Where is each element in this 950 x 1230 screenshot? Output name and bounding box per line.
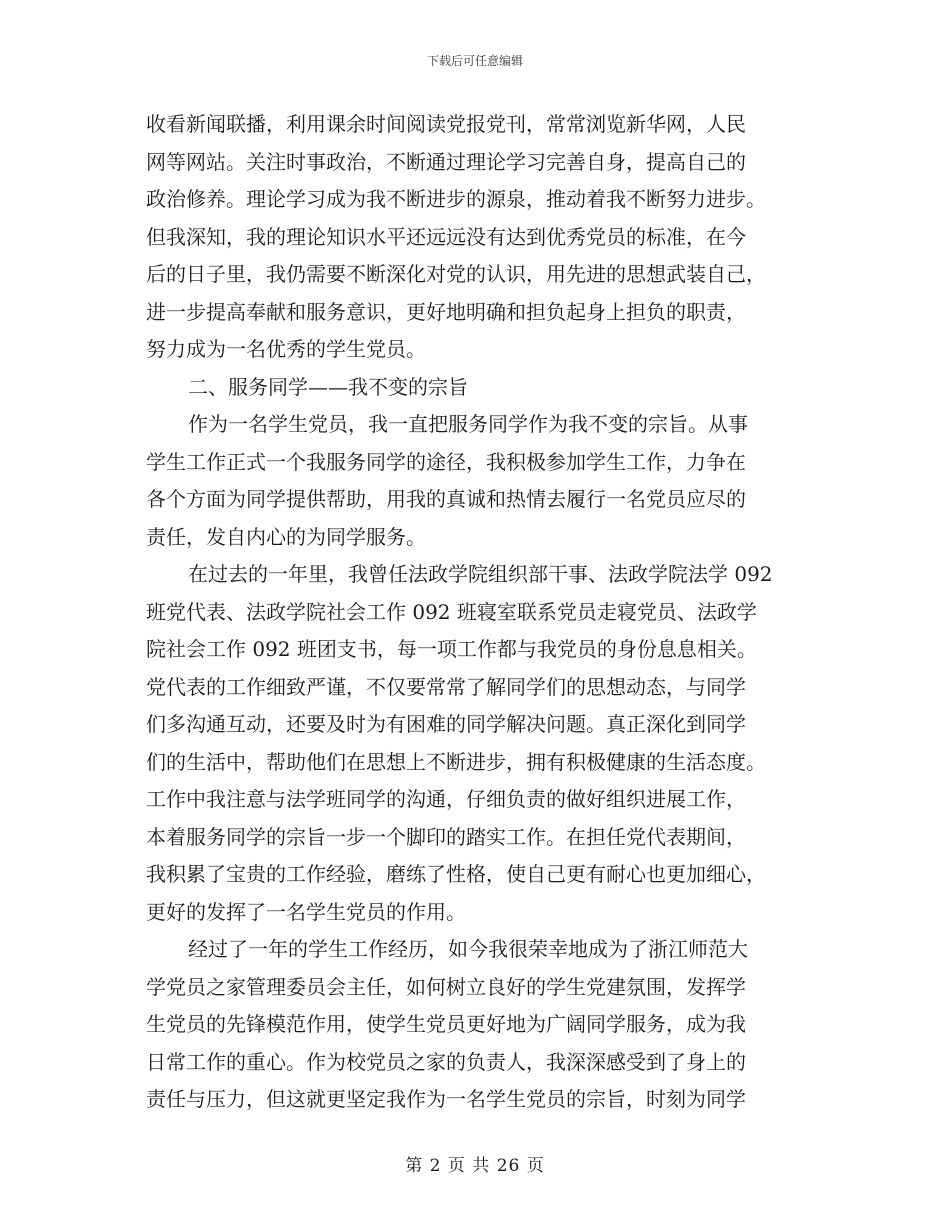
text-line: 后的日子里，我仍需要不断深化对党的认识，用先进的思想武装自己，	[146, 262, 766, 286]
text-line: 学党员之家管理委员会主任，如何树立良好的学生党建氛围，发挥学	[146, 974, 746, 999]
text-line: 在过去的一年里，我曾任法政学院组织部干事、法政学院法学 092	[188, 562, 773, 586]
text-line: 班党代表、法政学院社会工作 092 班寝室联系党员走寝党员、法政学	[146, 599, 757, 624]
text-line: 收看新闻联播，利用课余时间阅读党报党刊，常常浏览新华网，人民	[146, 112, 746, 136]
text-line: 日常工作的重心。作为校党员之家的负责人，我深深感受到了身上的	[146, 1049, 746, 1074]
text-line: 生党员的先锋模范作用，使学生党员更好地为广阔同学服务，成为我	[146, 1012, 746, 1036]
text-line: 各个方面为同学提供帮助，用我的真诚和热情去履行一名党员应尽的	[146, 487, 746, 511]
text-line: 党代表的工作细致严谨，不仅要常常了解同学们的思想动态，与同学	[146, 674, 746, 699]
text-line: 二、服务同学——我不变的宗旨	[188, 374, 468, 399]
text-line: 我积累了宝贵的工作经验，磨练了性格，使自己更有耐心也更加细心，	[146, 862, 766, 886]
page-header: 下载后可任意编辑	[426, 54, 523, 68]
text-line: 工作中我注意与法学班同学的沟通，仔细负责的做好组织进展工作，	[146, 787, 746, 811]
text-line: 们多沟通互动，还要及时为有困难的同学解决问题。真正深化到同学	[146, 712, 746, 736]
page-footer: 第 2 页 共 26 页	[405, 1156, 545, 1176]
text-line: 本着服务同学的宗旨一步一个脚印的踏实工作。在担任党代表期间，	[146, 824, 746, 849]
text-line: 更好的发挥了一名学生党员的作用。	[146, 899, 466, 924]
text-line: 经过了一年的学生工作经历，如今我很荣幸地成为了浙江师范大	[188, 937, 748, 961]
text-line: 作为一名学生党员，我一直把服务同学作为我不变的宗旨。从事	[188, 412, 748, 436]
text-line: 网等网站。关注时事政治，不断通过理论学习完善自身，提高自己的	[146, 149, 746, 174]
text-line: 努力成为一名优秀的学生党员。	[146, 337, 426, 361]
text-line: 院社会工作 092 班团支书，每一项工作都与我党员的身份息息相关。	[146, 637, 757, 661]
text-line: 们的生活中，帮助他们在思想上不断进步，拥有积极健康的生活态度。	[146, 749, 766, 774]
text-line: 政治修养。理论学习成为我不断进步的源泉，推动着我不断努力进步。	[146, 187, 766, 211]
text-line: 进一步提高奉献和服务意识，更好地明确和担负起身上担负的职责，	[146, 299, 746, 324]
text-line: 但我深知，我的理论知识水平还远远没有达到优秀党员的标准，在今	[146, 224, 746, 249]
document-body	[146, 106, 816, 1119]
text-line: 学生工作正式一个我服务同学的途径，我积极参加学生工作，力争在	[146, 449, 746, 474]
text-line: 责任，发自内心的为同学服务。	[146, 524, 426, 549]
text-line: 责任与压力，但这就更坚定我作为一名学生党员的宗旨，时刻为同学	[146, 1087, 746, 1111]
